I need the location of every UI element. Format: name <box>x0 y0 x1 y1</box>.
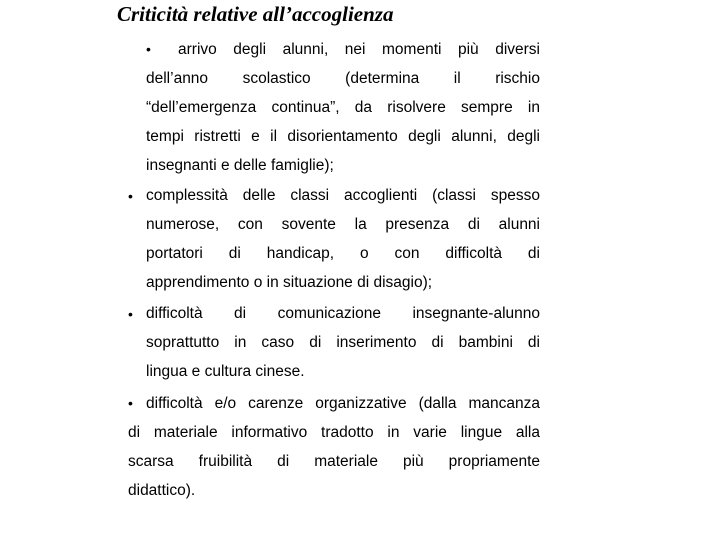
item-3-line-1: difficoltà di comunicazione insegnante-alunno <box>146 305 540 322</box>
item-4-line-1: difficoltà e/o carenze organizzative (dalla mancanza <box>146 395 540 412</box>
bullet-icon: • <box>146 41 151 57</box>
item-4-line-3: scarsa fruibilità di materiale più propriamente <box>128 453 540 470</box>
item-1-line-4: tempi ristretti e il disorientamento degli alunni, degli <box>146 128 540 145</box>
item-1-line-5: insegnanti e delle famiglie); <box>146 157 334 174</box>
item-3-line-2: soprattutto in caso di inserimento di bambini di <box>146 334 540 351</box>
item-4-line-2: di materiale informativo tradotto in varie lingue alla <box>128 424 540 441</box>
bullet-icon: • <box>128 188 133 204</box>
bullet-icon: • <box>128 395 133 411</box>
item-2-line-1: complessità delle classi accoglienti (classi spesso <box>146 187 540 204</box>
page-title: Criticità relative all’accoglienza <box>117 2 394 26</box>
item-2-line-2: numerose, con sovente la presenza di alunni <box>146 216 540 233</box>
item-1-line-2: dell’anno scolastico (determina il rischio <box>146 70 540 87</box>
bullet-icon: • <box>128 306 133 322</box>
item-4-line-4: didattico). <box>128 482 196 499</box>
item-1-line-3: “dell’emergenza continua”, da risolvere sempre in <box>146 99 540 116</box>
item-1-line-1: arrivo degli alunni, nei momenti più diversi <box>178 41 540 58</box>
item-3-line-3: lingua e cultura cinese. <box>146 363 305 380</box>
item-2-line-4: apprendimento o in situazione di disagio); <box>146 274 433 291</box>
item-2-line-3: portatori di handicap, o con difficoltà di <box>146 245 540 262</box>
